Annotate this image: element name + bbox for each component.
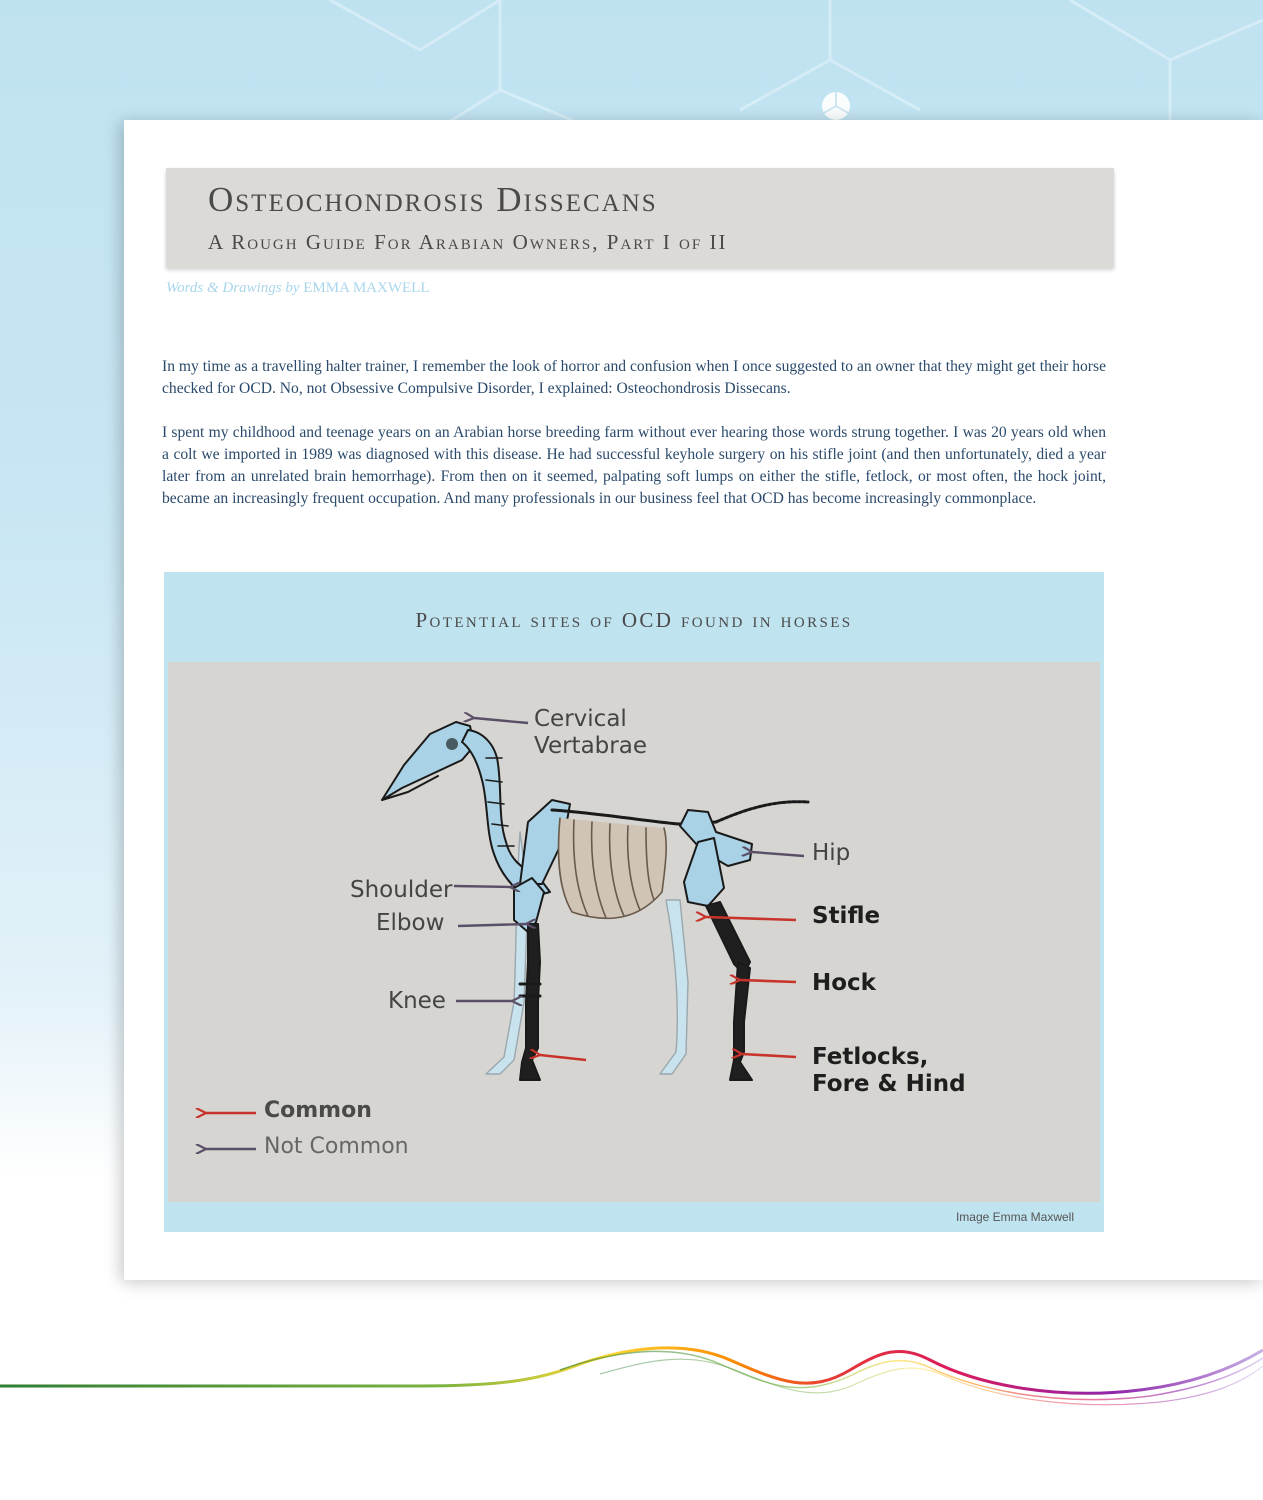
- figure-header: [164, 572, 1104, 662]
- byline: [166, 280, 430, 297]
- byline-author: EMMA MAXWELL: [303, 280, 430, 296]
- paragraph-2: I spent my childhood and teenage years on an Arabian horse breeding farm without ever hearing those words strung together. I was 20 years old when a colt we imported in 1989 was diagnosed with this disease. He had successful keyhole surgery on his stifle joint (and then unfortunately, died a year later from an unrelated brain hemorrhage). From then on it seemed, palpating soft lumps on either the stifle, fetlock, or most often, the hock joint, became an increasingly frequent occupation. And many professionals in our business feel that OCD has become increasingly commonplace.: [162, 424, 1106, 507]
- title-banner: [166, 168, 1114, 268]
- arrow-fetlock-fore: [540, 1055, 586, 1060]
- article-page: [124, 120, 1263, 1280]
- arrow-shoulder: [454, 886, 510, 887]
- label-hip: Hip: [812, 840, 851, 866]
- article-subtitle: A Rough Guide For Arabian Owners, Part I of II: [208, 230, 728, 254]
- byline-prefix: Words & Drawings by: [166, 280, 300, 296]
- arrow-hip: [752, 852, 804, 856]
- ocd-sites-figure: [164, 572, 1104, 1232]
- decorative-rainbow-wave: [0, 1330, 1263, 1420]
- article-title: Osteochondrosis Dissecans: [208, 180, 658, 219]
- paragraph-1: In my time as a travelling halter trainer, I remember the look of horror and confusion when I once suggested to an owner that they might get their horse checked for OCD. No, not Obsessive Compulsive Disorder, I explained: Osteochondrosis Dissecans.: [162, 358, 1106, 397]
- label-cervical-line2: Vertabrae: [534, 733, 647, 759]
- article-body: [162, 356, 1106, 532]
- image-credit: Image Emma Maxwell: [955, 1210, 1074, 1224]
- legend-not-common: Not Common: [264, 1134, 409, 1159]
- label-cervical-vertebrae: [534, 706, 647, 760]
- label-elbow: Elbow: [376, 910, 445, 936]
- label-hock: Hock: [812, 970, 876, 996]
- label-fetlocks-line2: Fore & Hind: [812, 1071, 966, 1097]
- label-stifle: Stifle: [812, 903, 881, 929]
- label-shoulder: Shoulder: [350, 877, 453, 903]
- label-fetlocks: [812, 1044, 966, 1098]
- figure-illustration-area: [168, 662, 1100, 1202]
- legend-common: Common: [264, 1098, 372, 1123]
- label-fetlocks-line1: Fetlocks,: [812, 1044, 929, 1070]
- background-hex-pattern: [0, 0, 1263, 140]
- label-knee: Knee: [388, 988, 446, 1014]
- figure-title: Potential sites of OCD found in horses: [415, 607, 853, 632]
- arrow-cervical: [474, 718, 528, 723]
- arrow-fetlock-hind: [742, 1054, 796, 1057]
- label-cervical-line1: Cervical: [534, 706, 627, 732]
